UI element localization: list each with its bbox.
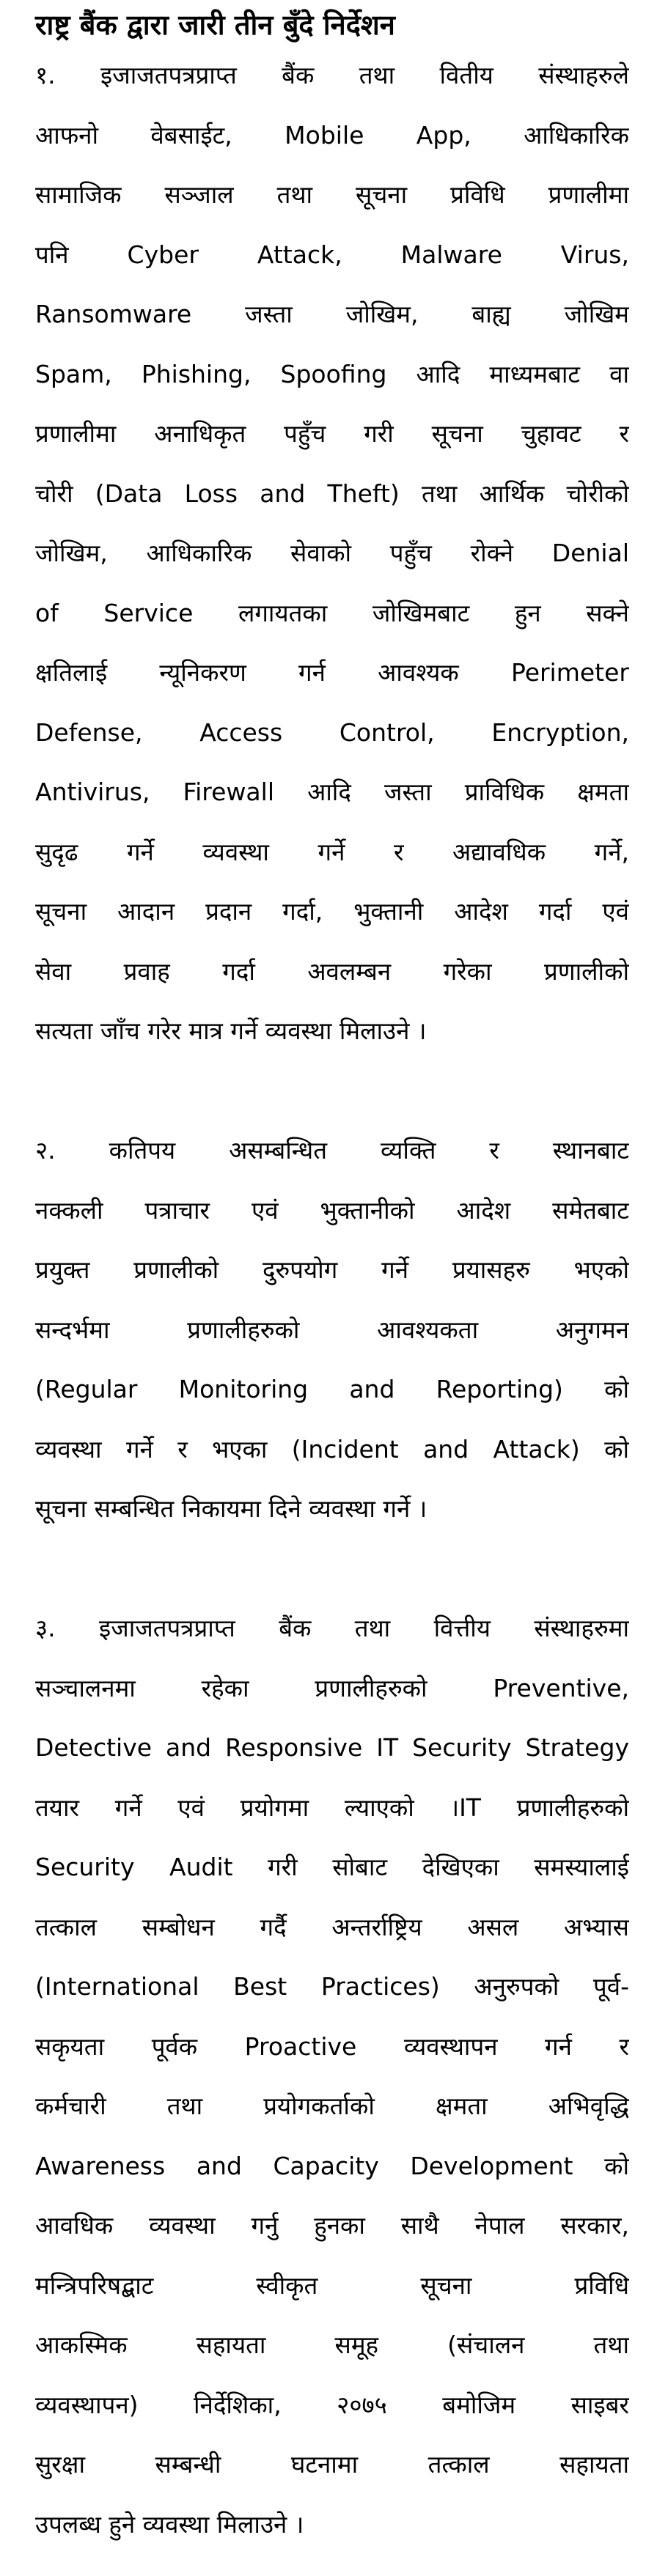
paragraph-line: चोरी (Data Loss and Theft) तथा आर्थिक चोरीको xyxy=(35,479,629,508)
paragraph-line: नक्कली पत्राचार एवं भुक्तानीको आदेश समेतबाट xyxy=(35,1195,629,1225)
paragraph-line: ३. इजाजतपत्रप्राप्त बैंक तथा वित्तीय संस्थाहरुमा xyxy=(35,1614,629,1642)
paragraph-line: सन्दर्भमा प्रणालीहरुको आवश्यकता अनुगमन xyxy=(35,1315,629,1344)
paragraph-line: (Regular Monitoring and Reporting) को xyxy=(35,1375,629,1403)
document-title: राष्ट्र बैंक द्वारा जारी तीन बुँदे निर्देशन xyxy=(35,9,395,41)
paragraph-1 xyxy=(35,45,629,1061)
paragraph-spacer xyxy=(35,1061,629,1121)
paragraph-line: (International Best Practices) अनुरुपको पूर्व- xyxy=(35,1972,629,2001)
paragraph-line: Spam, Phishing, Spoofing आदि माध्यमबाट वा xyxy=(35,359,629,388)
paragraph-line: सूचना आदान प्रदान गर्दा, भुक्तानी आदेश गर्दा एवं xyxy=(35,897,629,926)
paragraph-line: पनि Cyber Attack, Malware Virus, xyxy=(35,240,629,269)
paragraph-line: सत्यता जाँच गरेर मात्र गर्ने व्यवस्था मिलाउने । xyxy=(35,1016,427,1045)
paragraph-line: प्रयुक्त प्रणालीको दुरुपयोग गर्ने प्रयासहरु भएको xyxy=(35,1255,629,1284)
paragraph-line: आवधिक व्यवस्था गर्नु हुनका साथै नेपाल सरकार, xyxy=(35,2211,629,2240)
paragraph-line: आकस्मिक सहायता समूह (संचालन तथा xyxy=(35,2330,629,2359)
paragraph-line: प्रणालीमा अनाधिकृत पहुँच गरी सूचना चुहावट र xyxy=(35,419,629,448)
paragraph-line: जोखिम, आधिकारिक सेवाको पहुँच रोक्ने Denial xyxy=(35,539,629,567)
paragraph-line: आफनो वेबसाईट, Mobile App, आधिकारिक xyxy=(35,120,629,150)
paragraph-line: क्षतिलाई न्यूनिकरण गर्न आवश्यक Perimeter xyxy=(35,658,629,687)
paragraph-line: सञ्चालनमा रहेका प्रणालीहरुको Preventive, xyxy=(35,1673,629,1702)
paragraph-line: of Service लगायतका जोखिमबाट हुन सक्ने xyxy=(35,598,629,627)
paragraph-line: १. इजाजतपत्रप्राप्त बैंक तथा वितीय संस्थाहरुले xyxy=(35,61,629,89)
paragraph-line: व्यवस्था गर्ने र भएका (Incident and Attack) को xyxy=(35,1434,629,1464)
paragraph-line: Awareness and Capacity Development को xyxy=(35,2151,629,2180)
paragraph-line: सेवा प्रवाह गर्दा अवलम्बन गरेका प्रणालीको xyxy=(35,956,629,986)
paragraph-line: २. कतिपय असम्बन्धित व्यक्ति र स्थानबाट xyxy=(35,1136,629,1165)
paragraph-line: उपलब्ध हुने व्यवस्था मिलाउने । xyxy=(35,2509,304,2539)
paragraph-line: सामाजिक सञ्जाल तथा सूचना प्रविधि प्रणालीमा xyxy=(35,180,629,209)
paragraph-line: तयार गर्ने एवं प्रयोगमा ल्याएको ।IT प्रणालीहरुको xyxy=(35,1793,629,1822)
document-page xyxy=(35,0,629,2554)
paragraph-3 xyxy=(35,1598,629,2554)
paragraph-line: मन्त्रिपरिषद्बाट स्वीकृत सूचना प्रविधि xyxy=(35,2270,629,2300)
paragraph-line: Detective and Responsive IT Security Strategy xyxy=(35,1733,629,1762)
paragraph-2 xyxy=(35,1121,629,1539)
paragraph-line: सुरक्षा सम्बन्धी घटनामा तत्काल सहायता xyxy=(35,2450,629,2479)
paragraph-line: सूचना सम्बन्धित निकायमा दिने व्यवस्था गर्ने । xyxy=(35,1494,427,1523)
paragraph-line: कर्मचारी तथा प्रयोगकर्ताको क्षमता अभिवृद्धि xyxy=(35,2092,629,2120)
paragraph-line: सुदृढ गर्ने व्यवस्था गर्ने र अद्यावधिक गर्ने, xyxy=(35,837,629,866)
paragraph-line: व्यवस्थापन) निर्देशिका, २०७५ बमोजिम साइबर xyxy=(35,2390,629,2419)
paragraph-line: Ransomware जस्ता जोखिम, बाह्य जोखिम xyxy=(35,300,629,328)
paragraph-line: Antivirus, Firewall आदि जस्ता प्राविधिक क्षमता xyxy=(35,778,629,806)
paragraph-spacer xyxy=(35,1539,629,1599)
paragraph-line: Security Audit गरी सोबाट देखिएका समस्यालाई xyxy=(35,1853,629,1881)
paragraph-line: सकृयता पूर्वक Proactive व्यवस्थापन गर्न र xyxy=(35,2031,629,2061)
paragraph-line: तत्काल सम्बोधन गर्दै अन्तर्राष्ट्रिय असल अभ्यास xyxy=(35,1912,629,1941)
paragraph-line: Defense, Access Control, Encryption, xyxy=(35,717,629,747)
